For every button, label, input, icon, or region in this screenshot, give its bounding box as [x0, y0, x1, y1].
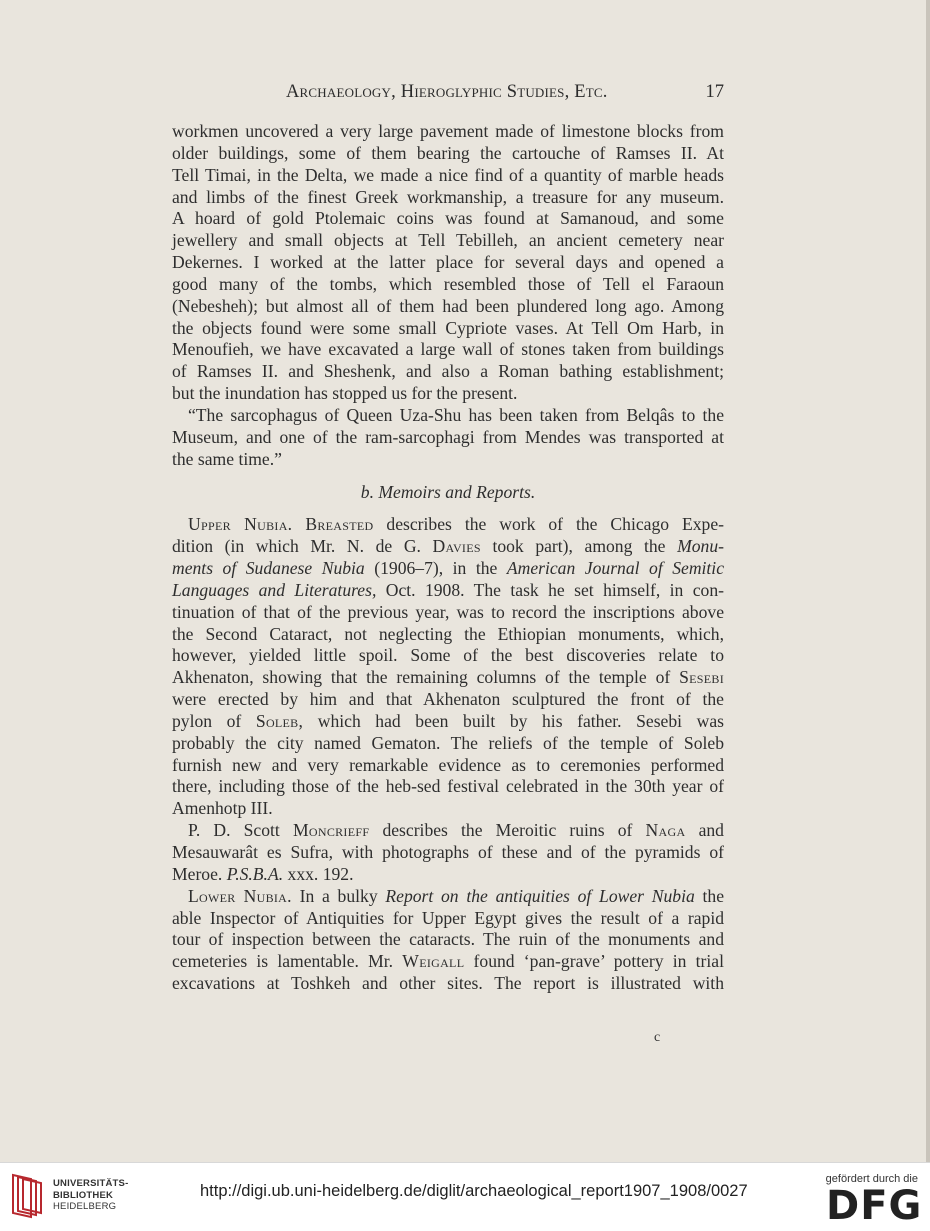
text-run: P. D. Scott — [188, 820, 280, 841]
funding-caption: gefördert durch die — [825, 1173, 918, 1185]
section-label: Lower Nubia. — [188, 885, 292, 906]
text-line: tour of inspection between the cataracts. The ruin of the monuments and — [172, 929, 724, 950]
text-line: jewellery and small objects at Tell Tebilleh, an ancient cemetery near — [172, 230, 724, 251]
page-edge-shadow — [926, 0, 930, 1162]
text-line: the same time.” — [172, 448, 282, 469]
text-line: there, including those of the heb-sed festival celebrated in the 30th year of — [172, 776, 724, 797]
text-run: pylon of — [172, 710, 242, 731]
signature-mark: c — [654, 1030, 661, 1045]
text-run: and — [698, 820, 724, 841]
text-line — [172, 558, 724, 580]
journal-abbrev: P.S.B.A. — [226, 863, 284, 884]
text-line: Museum, and one of the ram-sarcophagi from Mendes was transported at — [172, 426, 724, 447]
text-run: describes the Meroitic ruins of — [382, 820, 633, 841]
text-run: (1906–7), in the — [374, 558, 498, 579]
text-line: the Second Cataract, not neglecting the Ethiopian monuments, which, — [172, 623, 724, 644]
text-run: xxx. 192. — [287, 863, 354, 884]
text-line: “The sarcophagus of Queen Uza-Shu has been taken from Belqâs to the — [188, 404, 724, 425]
text-line: furnish new and very remarkable evidence as to ceremonies performed — [172, 754, 724, 775]
text-line: of Ramses II. and Sheshenk, and also a Roman bathing establishment; — [172, 361, 724, 382]
text-line — [172, 580, 724, 602]
text-line: excavations at Toshkeh and other sites. The report is illustrated with — [172, 973, 724, 994]
text-line — [172, 711, 724, 733]
text-line — [172, 536, 724, 558]
section-label: Upper Nubia. — [188, 514, 293, 535]
site-name: Naga — [645, 820, 686, 841]
library-name-line: UNIVERSITÄTS- — [53, 1178, 129, 1189]
text-run: Akhenaton, showing that the remaining columns of the temple of — [172, 667, 671, 688]
text-run: which had been built by his father. Sesebi was — [317, 710, 724, 731]
dfg-logo-text: DFG — [826, 1183, 923, 1229]
page-number: 17 — [705, 82, 724, 102]
permalink-url[interactable]: http://digi.ub.uni-heidelberg.de/diglit/archaeological_report1907_1908/0027 — [200, 1182, 748, 1200]
viewer-footer — [0, 1162, 930, 1231]
text-line: Mesauwarât es Sufra, with photographs of these and of the pyramids of — [172, 842, 724, 862]
library-name — [53, 1178, 128, 1213]
text-line: were erected by him and that Akhenaton sculptured the front of the — [172, 689, 724, 710]
text-line: (Nebesheh); but almost all of them had been plundered long ago. Among — [172, 295, 724, 316]
text-line: A hoard of gold Ptolemaic coins was found at Samanoud, and some — [172, 208, 724, 229]
journal-title: American Journal of Semitic — [506, 558, 725, 579]
text-line: older buildings, some of them bearing the cartouche of Ramses II. At — [172, 142, 724, 163]
text-line: Tell Timai, in the Delta, we made a nice find of a quantity of marble heads — [172, 164, 724, 185]
site-name: Soleb, — [255, 710, 304, 731]
text-line: workmen uncovered a very large pavement made of limestone blocks from — [172, 121, 724, 141]
text-line: but the inundation has stopped us for the present. — [172, 383, 518, 404]
text-run: Meroe. — [172, 863, 223, 884]
author-name: Weigall — [402, 951, 465, 972]
text-line — [172, 514, 724, 536]
text-run: describes the work of the Chicago Expe- — [386, 514, 724, 535]
text-line: Amenhotp III. — [172, 798, 273, 819]
publication-title: Report on the antiquities of Lower Nubia — [385, 885, 695, 906]
text-run: Oct. 1908. The task he set himself, in con- — [385, 579, 724, 600]
publication-title: ments of Sudanese Nubia — [172, 558, 365, 579]
text-run: dition (in which Mr. N. de G. — [172, 536, 421, 557]
text-line: good many of the tombs, which resembled those of Tell el Faraoun — [172, 273, 724, 294]
running-header — [172, 82, 724, 106]
text-line: Dekernes. I worked at the latter place for several days and opened a — [172, 252, 724, 273]
text-line: tinuation of that of the previous year, was to record the inscriptions above — [172, 601, 724, 622]
text-run: the — [702, 885, 725, 906]
text-line: probably the city named Gematon. The reliefs of the temple of Soleb — [172, 732, 724, 753]
text-line — [172, 864, 724, 886]
text-line: able Inspector of Antiquities for Upper Egypt gives the result of a rapid — [172, 907, 724, 928]
text-line — [172, 951, 724, 973]
dfg-logo-icon[interactable] — [824, 1183, 923, 1229]
university-library-logo-icon[interactable] — [9, 1173, 45, 1219]
text-line: the objects found were some small Cypriote vases. At Tell Om Harb, in — [172, 317, 724, 338]
text-line — [172, 667, 724, 689]
publication-title: Monu- — [677, 536, 725, 557]
text-line — [172, 820, 724, 842]
text-line: however, yielded little spoil. Some of the best discoveries relate to — [172, 645, 724, 666]
journal-title: Languages and Literatures, — [172, 579, 377, 600]
library-name-line: HEIDELBERG — [53, 1201, 117, 1212]
author-name: Moncrieff — [292, 820, 370, 841]
text-run: took part), among the — [492, 536, 666, 557]
text-run: found ‘pan-grave’ pottery in trial — [473, 951, 725, 972]
text-line — [172, 886, 724, 908]
text-run: cemeteries is lamentable. Mr. — [172, 951, 394, 972]
author-name: Davies — [432, 536, 481, 557]
text-run: In a bulky — [299, 885, 378, 906]
site-name: Sesebi — [679, 667, 724, 688]
running-title: Archaeology, Hieroglyphic Studies, Etc. — [286, 82, 608, 102]
author-name: Breasted — [305, 514, 374, 535]
body-text — [172, 121, 724, 995]
section-subheading: b. Memoirs and Reports. — [360, 481, 536, 502]
text-line: Menoufieh, we have excavated a large wall of stones taken from buildings — [172, 339, 724, 360]
library-name-line: BIBLIOTHEK — [53, 1189, 114, 1201]
text-line: and limbs of the finest Greek workmanship, a treasure for any museum. — [172, 186, 724, 207]
